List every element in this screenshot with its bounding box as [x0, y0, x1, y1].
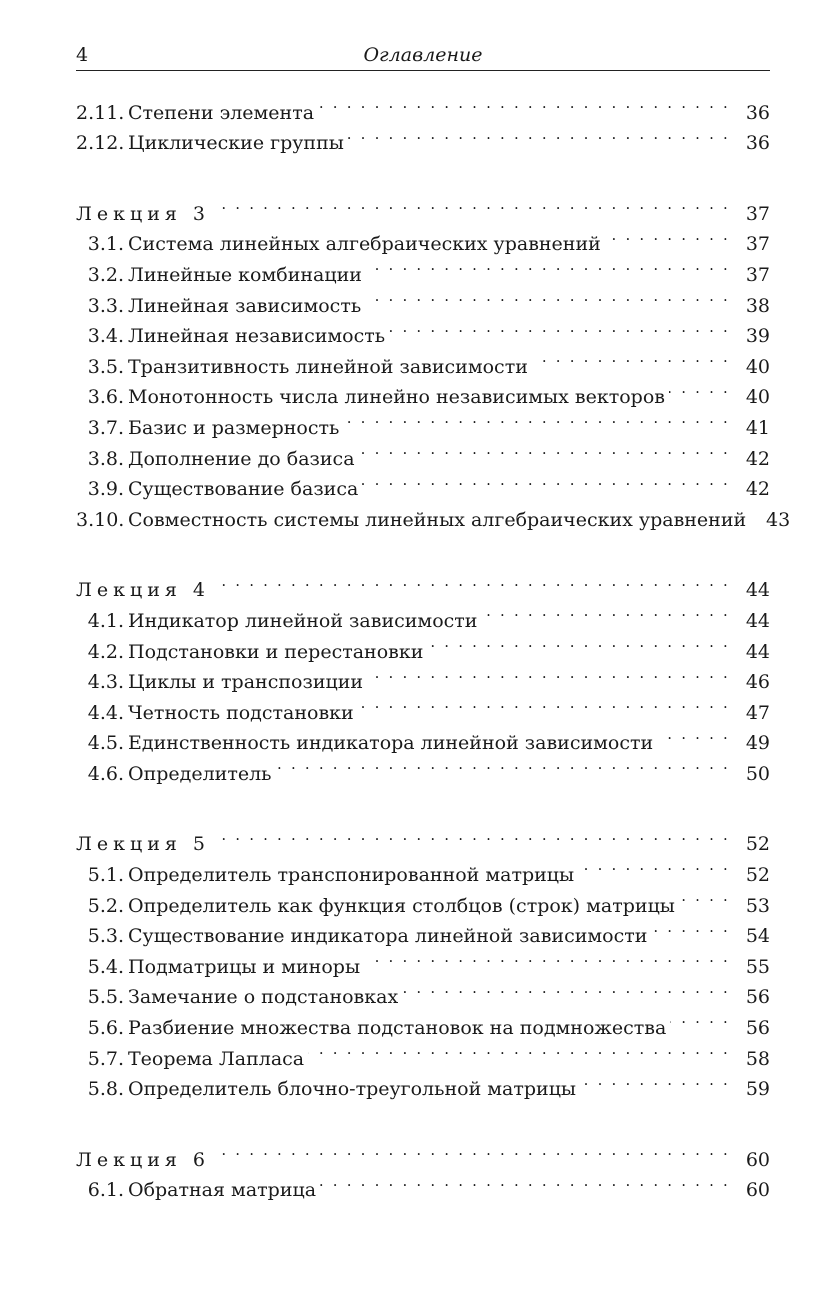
toc-lecture-row[interactable]	[76, 1135, 770, 1171]
dot-leader	[367, 658, 730, 689]
entry-title: Существование индикатора линейной зависимости	[128, 925, 648, 948]
page-ref: 44	[745, 640, 770, 663]
lecture-title: Лекция 3	[76, 202, 210, 225]
entry-number: 3.5.	[87, 355, 124, 378]
page-ref: 50	[745, 762, 770, 785]
entry-number: 3.6.	[87, 386, 124, 409]
dot-leader	[578, 850, 730, 881]
entry-number: 3.3.	[87, 294, 124, 317]
entry-number: 3.9.	[87, 478, 124, 501]
toc-entry-row[interactable]	[76, 88, 770, 124]
dot-leader	[366, 250, 730, 281]
entry-number: 5.3.	[87, 925, 124, 948]
entry-title: Теорема Лапласа	[128, 1047, 305, 1070]
page-ref: 40	[745, 355, 770, 378]
entry-title: Циклы и транспозиции	[128, 671, 364, 694]
toc-lecture-row[interactable]	[76, 820, 770, 856]
entry-number: 4.6.	[87, 762, 124, 785]
dot-leader	[389, 312, 730, 343]
entry-title: Единственность индикатора линейной зависимости	[128, 732, 654, 755]
entry-number: 3.4.	[87, 325, 124, 348]
entry-number: 4.2.	[87, 640, 124, 663]
entry-title: Подматрицы и миноры	[128, 955, 361, 978]
dot-leader	[657, 719, 730, 750]
entry-number: 4.3.	[87, 671, 124, 694]
entry-number: 4.4.	[87, 701, 124, 724]
page-ref: 53	[745, 894, 770, 917]
dot-leader	[320, 1166, 730, 1197]
entry-number: 6.1.	[87, 1179, 124, 1202]
dot-leader	[364, 942, 730, 973]
entry-number: 5.7.	[87, 1047, 124, 1070]
table-of-contents	[76, 88, 791, 1202]
entry-number: 3.2.	[87, 263, 124, 286]
page-ref: 36	[745, 101, 770, 124]
page-ref: 56	[745, 1017, 770, 1040]
page-ref: 39	[745, 325, 770, 348]
entry-title: Линейная зависимость	[128, 294, 362, 317]
entry-title: Определитель транспонированной матрицы	[128, 864, 575, 887]
entry-title: Подстановки и перестановки	[128, 640, 424, 663]
entry-title: Существование базиса	[128, 478, 359, 501]
dot-leader	[343, 403, 730, 434]
page-ref: 42	[745, 478, 770, 501]
entry-number: 2.12.	[76, 132, 125, 155]
entry-number: 5.4.	[87, 955, 124, 978]
page-ref: 60	[745, 1179, 770, 1202]
page-ref: 44	[745, 579, 770, 602]
entry-title: Транзитивность линейной зависимости	[128, 355, 528, 378]
page-header	[76, 40, 770, 71]
entry-title: Обратная матрица	[128, 1179, 317, 1202]
entry-number: 5.6.	[87, 1017, 124, 1040]
dot-leader	[276, 749, 731, 780]
entry-title: Базис и размерность	[128, 416, 340, 439]
page-ref: 38	[745, 294, 770, 317]
dot-leader	[669, 373, 730, 404]
entry-title: Система линейных алгебраических уравнений	[128, 233, 601, 256]
entry-number: 5.2.	[87, 894, 124, 917]
dot-leader	[679, 881, 730, 912]
entry-number: 2.11.	[76, 101, 125, 124]
dot-leader	[651, 912, 730, 943]
page-ref: 42	[745, 447, 770, 470]
entry-title: Линейные комбинации	[128, 263, 362, 286]
page-ref: 44	[745, 609, 770, 632]
entry-title: Совместность системы линейных алгебраических уравнений	[128, 508, 747, 531]
page-ref: 54	[745, 925, 770, 948]
entry-title: Определитель как функция столбцов (строк) матрицы	[128, 894, 675, 917]
page-number: 4	[76, 44, 89, 66]
entry-title: Индикатор линейной зависимости	[128, 609, 478, 632]
dot-leader	[670, 1003, 730, 1034]
entry-number: 3.8.	[87, 447, 124, 470]
dot-leader	[605, 220, 730, 251]
dot-leader	[481, 596, 730, 627]
dot-leader	[220, 820, 730, 851]
page-ref: 56	[745, 986, 770, 1009]
entry-title: Замечание о подстановках	[128, 986, 399, 1009]
entry-number: 5.8.	[87, 1078, 124, 1101]
page-ref: 46	[745, 671, 770, 694]
page-ref: 36	[745, 132, 770, 155]
entry-title: Линейная независимость	[128, 325, 386, 348]
entry-title: Четность подстановки	[128, 701, 354, 724]
lecture-title: Лекция 5	[76, 833, 210, 856]
page-ref: 52	[745, 864, 770, 887]
page-ref: 41	[745, 416, 770, 439]
dot-leader	[359, 434, 730, 465]
dot-leader	[358, 688, 730, 719]
page-ref: 60	[745, 1148, 770, 1171]
dot-leader	[427, 627, 730, 658]
dot-leader	[318, 88, 730, 119]
page-ref: 59	[745, 1078, 770, 1101]
entry-title: Монотонность числа линейно независимых векторов	[128, 386, 665, 409]
entry-title: Разбиение множества подстановок на подмножества	[128, 1017, 667, 1040]
page-ref: 37	[745, 263, 770, 286]
page-ref: 47	[745, 701, 770, 724]
entry-number: 4.1.	[87, 609, 124, 632]
page-ref: 37	[745, 233, 770, 256]
page-ref: 58	[745, 1047, 770, 1070]
entry-number: 5.5.	[87, 986, 124, 1009]
dot-leader	[308, 1034, 730, 1065]
dot-leader	[532, 342, 730, 373]
page-ref: 52	[745, 833, 770, 856]
dot-leader	[580, 1065, 730, 1096]
dot-leader	[348, 119, 730, 150]
entry-title: Степени элемента	[128, 101, 315, 124]
dot-leader	[402, 973, 730, 1004]
page-ref: 43	[765, 508, 791, 531]
dot-leader	[362, 465, 730, 496]
entry-number: 3.1.	[87, 233, 124, 256]
entry-number: 3.7.	[87, 416, 124, 439]
page-ref: 37	[745, 202, 770, 225]
lecture-title: Лекция 6	[76, 1148, 210, 1171]
running-title: Оглавление	[363, 44, 483, 66]
dot-leader	[365, 281, 730, 312]
dot-leader	[220, 1135, 730, 1166]
toc-lecture-row[interactable]	[76, 189, 770, 225]
entry-title: Определитель блочно-треугольной матрицы	[128, 1078, 577, 1101]
page-ref: 55	[745, 955, 770, 978]
entry-number: 3.10.	[76, 508, 125, 531]
dot-leader	[220, 566, 730, 597]
entry-number: 4.5.	[87, 732, 124, 755]
dot-leader	[220, 189, 730, 220]
page-ref: 40	[745, 386, 770, 409]
entry-title: Определитель	[128, 762, 272, 785]
toc-lecture-row[interactable]	[76, 566, 770, 602]
lecture-title: Лекция 4	[76, 579, 210, 602]
entry-title: Циклические группы	[128, 132, 344, 155]
entry-title: Дополнение до базиса	[128, 447, 355, 470]
page-ref: 49	[745, 732, 770, 755]
entry-number: 5.1.	[87, 864, 124, 887]
